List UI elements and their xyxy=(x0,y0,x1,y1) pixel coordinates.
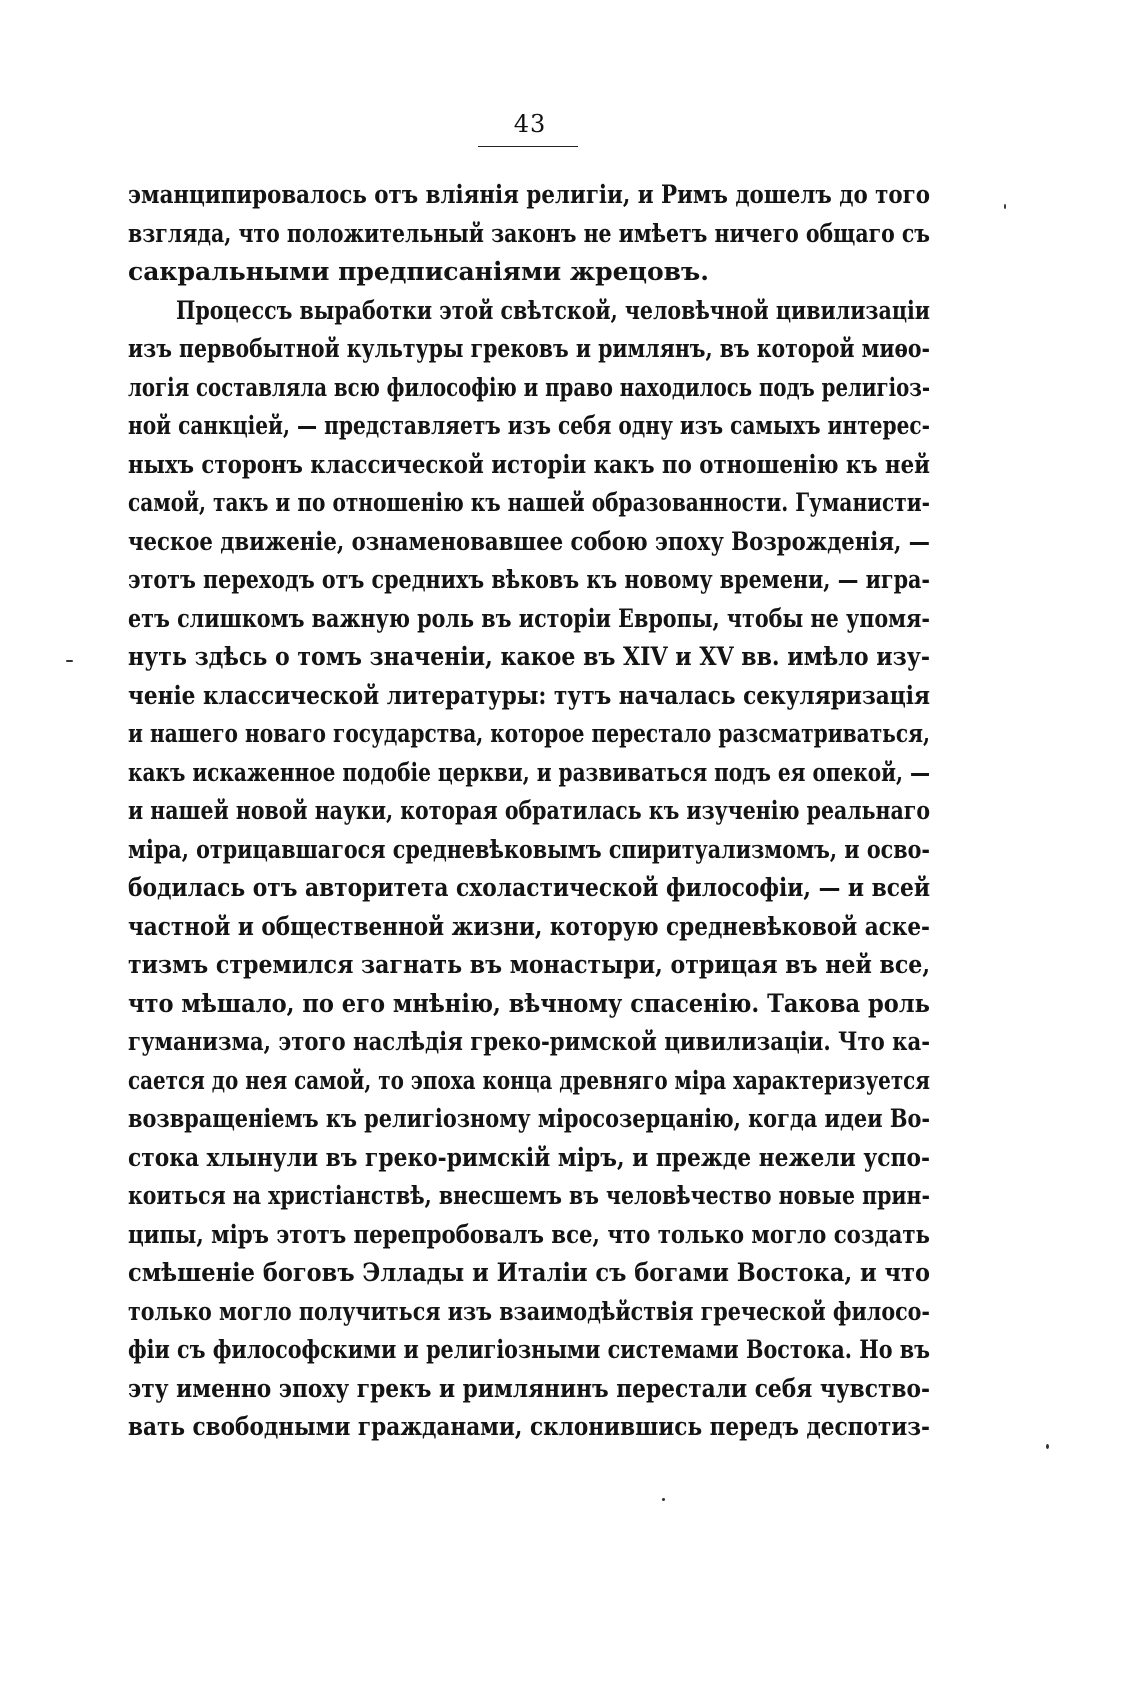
text-line: что мѣшало, по его мнѣнію, вѣчному спасенію. Такова роль xyxy=(128,988,930,1018)
text-line: сается до нея самой, то эпоха конца древняго міра характеризуется xyxy=(128,1065,930,1095)
text-line: сакральными предписаніями жрецовъ. xyxy=(128,257,709,286)
scan-speck xyxy=(662,1498,665,1501)
text-line: изъ первобытной культуры грековъ и римлянъ, въ которой миѳо- xyxy=(128,334,930,363)
text-line: вать свободными гражданами, склонившись передъ деспотиз- xyxy=(128,1412,930,1441)
text-line: самой, такъ и по отношенію къ нашей образованности. Гуманисти- xyxy=(128,488,930,517)
text-line: стока хлынули въ греко-римскій міръ, и прежде нежели успо- xyxy=(128,1142,930,1172)
text-line: и нашего новаго государства, которое перестало разсматриваться, xyxy=(128,719,930,748)
text-line: эманципировалось отъ вліянія религіи, и Римъ дошелъ до того xyxy=(128,180,930,209)
text-line: только могло получиться изъ взаимодѣйствія греческой филосо- xyxy=(128,1296,930,1326)
text-line: коиться на христіанствѣ, внесшемъ въ человѣчество новые прин- xyxy=(128,1181,930,1210)
header-rule xyxy=(478,146,578,147)
text-line: етъ слишкомъ важную роль въ исторіи Европы, чтобы не упомя- xyxy=(128,603,930,633)
text-line: ченіе классической литературы: тутъ началась секуляризація xyxy=(128,680,930,710)
text-line: и нашей новой науки, которая обратилась къ изученію реальнаго xyxy=(128,796,930,825)
page-number: 43 xyxy=(513,110,547,138)
text-line: этотъ переходъ отъ среднихъ вѣковъ къ новому времени, — игра- xyxy=(128,565,930,594)
text-line: ческое движеніе, ознаменовавшее собою эпоху Возрожденія, — xyxy=(128,526,930,556)
paragraph xyxy=(128,176,930,292)
text-line: ципы, міръ этотъ перепробовалъ все, что только могло создать xyxy=(128,1219,930,1249)
text-line: взгляда, что положительный законъ не имѣетъ ничего общаго съ xyxy=(128,218,930,248)
scan-speck xyxy=(1046,1444,1049,1449)
text-line: тизмъ стремился загнать въ монастыри, отрицая въ ней все, xyxy=(128,950,930,979)
text-line: нуть здѣсь о томъ значеніи, какое въ XIV и XV вв. имѣло изу- xyxy=(128,642,930,671)
text-line: Процессъ выработки этой свѣтской, человѣчной цивилизаціи xyxy=(175,295,930,325)
scan-speck xyxy=(66,660,73,662)
body-text xyxy=(128,176,930,1447)
text-line: ной санкціей, — представляетъ изъ себя одну изъ самыхъ интерес- xyxy=(128,411,930,440)
text-line: эту именно эпоху грекъ и римлянинъ перестали себя чувство- xyxy=(128,1373,930,1403)
text-line: гуманизма, этого наслѣдія греко-римской цивилизаціи. Что ка- xyxy=(128,1027,930,1056)
text-line: фіи съ философскими и религіозными системами Востока. Но въ xyxy=(128,1335,930,1364)
text-line: смѣшеніе боговъ Эллады и Италіи съ богами Востока, и что xyxy=(128,1258,930,1287)
scan-speck xyxy=(1004,204,1006,209)
text-line: какъ искаженное подобіе церкви, и развиваться подъ ея опекой, — xyxy=(128,757,930,787)
text-line: возвращеніемъ къ религіозному міросозерцанію, когда идеи Во- xyxy=(128,1104,930,1133)
text-line: міра, отрицавшагося средневѣковымъ спиритуализмомъ, и осво- xyxy=(128,834,930,864)
text-line: ныхъ сторонъ классической исторіи какъ по отношенію къ ней xyxy=(128,449,930,479)
text-line: логія составляла всю философію и право находилось подъ религіоз- xyxy=(128,372,930,402)
paragraph xyxy=(128,292,930,1447)
text-line: частной и общественной жизни, которую средневѣковой аске- xyxy=(128,911,930,941)
text-line: бодилась отъ авторитета схоластической философіи, — и всей xyxy=(128,873,930,902)
